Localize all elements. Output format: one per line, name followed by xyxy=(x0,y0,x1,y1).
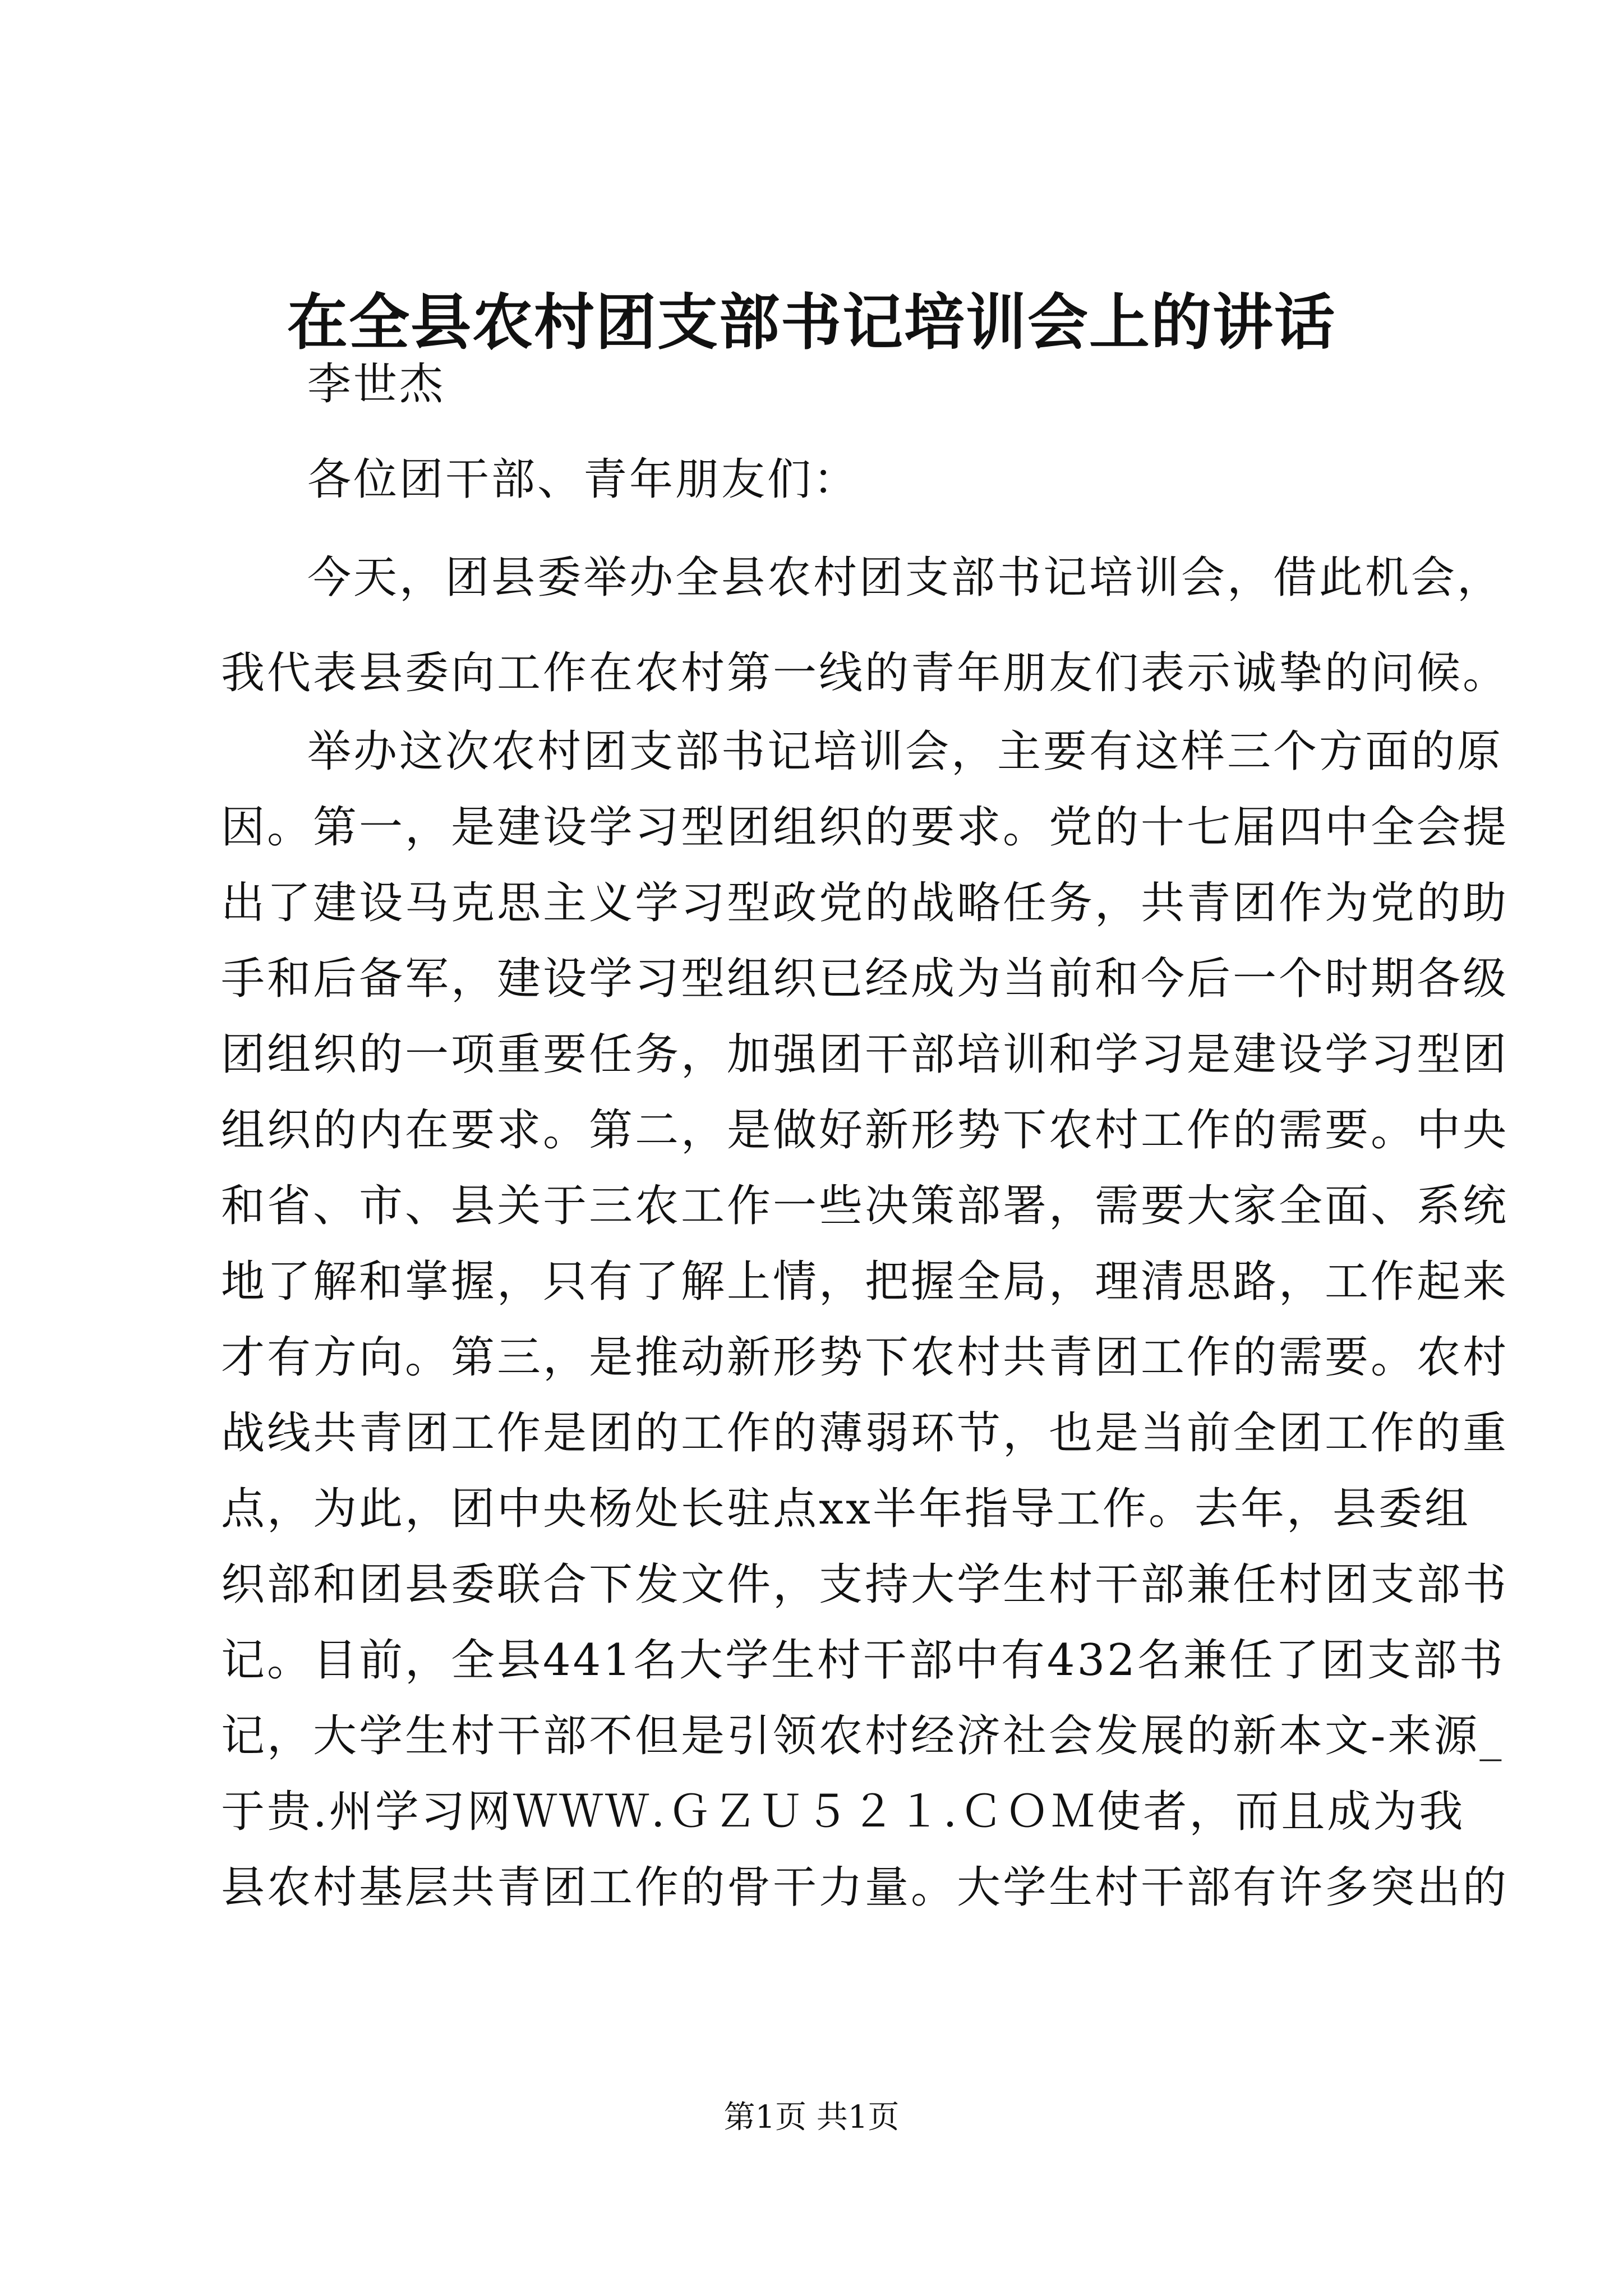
paragraph-2-line-2: 因。第一，是建设学习型团组织的要求。党的十七届四中全会提 xyxy=(221,802,1509,853)
paragraph-1-line-1: 今天，团县委举办全县农村团支部书记培训会，借此机会， xyxy=(307,553,1504,603)
paragraph-2-line-8: 地了解和掌握，只有了解上情，把握全局，理清思路，工作起来 xyxy=(221,1257,1509,1307)
salutation: 各位团干部、青年朋友们： xyxy=(307,454,860,505)
author-name: 李世杰 xyxy=(307,359,446,409)
paragraph-2-line-3: 出了建设马克思主义学习型政党的战略任务，共青团作为党的助 xyxy=(221,878,1509,928)
paragraph-2-line-1: 举办这次农村团支部书记培训会，主要有这样三个方面的原 xyxy=(307,726,1504,777)
paragraph-2-line-4: 手和后备军，建设学习型组织已经成为当前和今后一个时期各级 xyxy=(221,954,1509,1004)
paragraph-1-line-2: 我代表县委向工作在农村第一线的青年朋友们表示诚挚的问候。 xyxy=(221,648,1509,698)
paragraph-2-line-10: 战线共青团工作是团的工作的薄弱环节，也是当前全团工作的重 xyxy=(221,1408,1509,1458)
paragraph-2-line-7: 和省、市、县关于三农工作一些决策部署，需要大家全面、系统 xyxy=(221,1181,1509,1231)
paragraph-2-line-13: 记。目前，全县441名大学生村干部中有432名兼任了团支部书 xyxy=(221,1635,1505,1686)
paragraph-2-line-15: 于贵.州学习网ＷＷＷ.ＧＺＵ５２１.ＣＯＭ使者，而且成为我 xyxy=(221,1787,1465,1837)
paragraph-2-line-16: 县农村基层共青团工作的骨干力量。大学生村干部有许多突出的 xyxy=(221,1862,1509,1913)
paragraph-2-line-5: 团组织的一项重要任务，加强团干部培训和学习是建设学习型团 xyxy=(221,1029,1509,1080)
paragraph-2-line-9: 才有方向。第三，是推动新形势下农村共青团工作的需要。农村 xyxy=(221,1332,1509,1383)
page-footer: 第1页 共1页 xyxy=(723,2099,900,2136)
paragraph-2-line-11: 点，为此，团中央杨处长驻点xx半年指导工作。去年，县委组 xyxy=(221,1484,1470,1534)
paragraph-2-line-6: 组织的内在要求。第二，是做好新形势下农村工作的需要。中央 xyxy=(221,1105,1509,1156)
paragraph-2-line-14: 记，大学生村干部不但是引领农村经济社会发展的新本文-来源_ xyxy=(221,1711,1504,1761)
paragraph-2-line-12: 织部和团县委联合下发文件，支持大学生村干部兼任村团支部书 xyxy=(221,1559,1509,1610)
document-title: 在全县农村团支部书记培训会上的讲话 xyxy=(287,287,1336,358)
